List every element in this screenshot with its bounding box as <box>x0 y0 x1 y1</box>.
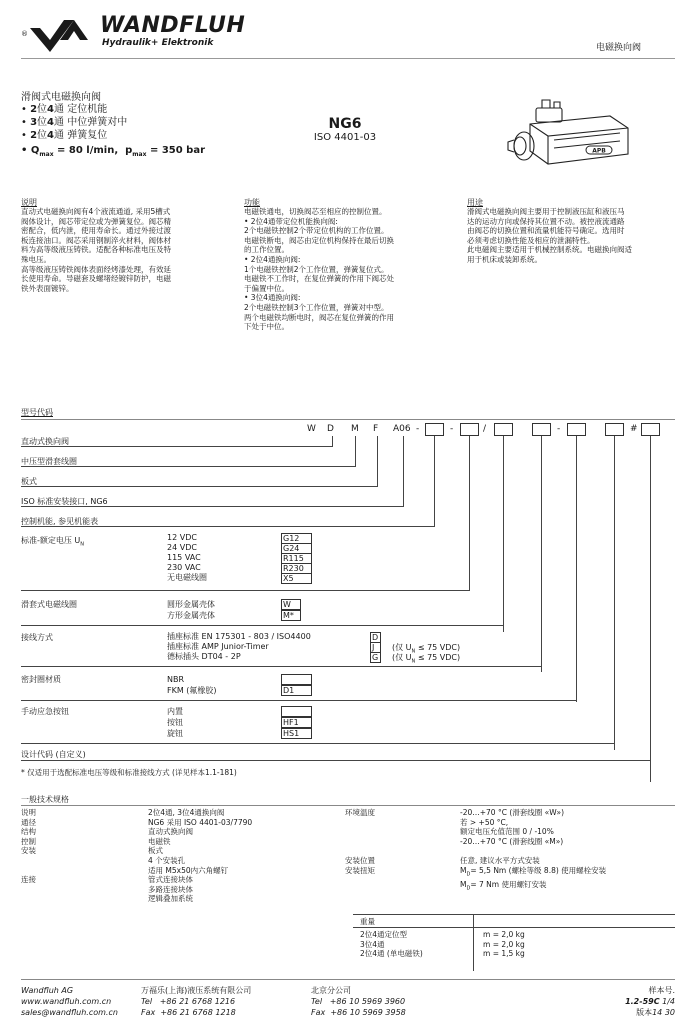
footer-company: Wandfluh AG <box>21 986 74 995</box>
footer-email[interactable]: sales@wandfluh.com.cn <box>21 1008 118 1017</box>
code-slot-connection <box>532 423 551 436</box>
leader-line <box>469 436 470 590</box>
row-direct-acting: 直动式换向阀 <box>21 437 69 446</box>
leader-line <box>650 436 651 782</box>
nominal-size: NG6 <box>328 116 362 132</box>
ambient-temp-label: 环境温度 <box>345 808 375 817</box>
code-slot-voltage <box>460 423 479 436</box>
code-slot-function <box>425 423 444 436</box>
footer-shanghai: 万福乐(上海)液压系统有限公司 Tel +86 21 6768 1216 Fax +86 21 6768 1218 <box>141 986 252 1017</box>
application-text: 滑阀式电磁换向阀主要用于控制液压缸和液压马 达的运动方向或保持其位置不动。被控液流通路 由阀芯的切换位置和流量机能符号确定。选用时 必须考虑切换性能及相应的泄漏特性。 此电磁阀主要适用于机械控制系统。电磁换向阀适 用于机床或装卸系统。 <box>467 207 632 264</box>
leader-line <box>614 436 615 750</box>
product-title: 滑阀式电磁换向阀 <box>21 92 101 103</box>
code-letter-d: D <box>327 424 334 434</box>
header-divider <box>21 58 675 59</box>
note-j: (仅 $U_N \le 75$ VDC) <box>392 643 461 655</box>
install-position-value: 任意, 建议水平方式安装 <box>460 856 540 865</box>
row-divider <box>21 486 378 487</box>
footer-contact <box>21 985 118 1018</box>
row-divider <box>21 625 504 626</box>
code-slot-seal <box>567 423 586 436</box>
row-divider <box>21 666 542 667</box>
valve-label: APB <box>592 147 606 155</box>
seal-label: 密封圈材质 <box>21 675 61 684</box>
code-letter-a06: A06 <box>393 424 411 434</box>
coil-label: 滑套式电磁线圈 <box>21 600 77 609</box>
leader-line <box>503 436 504 632</box>
footer-divider <box>21 979 675 980</box>
specs-title: 一般技术规格 <box>21 795 69 804</box>
leader-line <box>377 436 378 486</box>
type-code-footnote: * 仅适用于选配标准电压等级和标准接线方式 (详见样本1.1-181) <box>21 768 237 777</box>
code-g: G <box>370 652 381 663</box>
coil-list: 圆形金属壳体 方形金属壳体 <box>167 600 215 620</box>
category-title: 电磁换向阀 <box>596 43 642 53</box>
brand-name: WANDFLUH <box>100 13 246 38</box>
code-g12: G12 <box>281 533 312 544</box>
connection-label: 接线方式 <box>21 633 53 642</box>
row-divider <box>21 466 356 467</box>
row-plate: 板式 <box>21 477 37 486</box>
design-code-label: 设计代码 (自定义) <box>21 750 86 759</box>
code-slash: / <box>483 424 487 434</box>
description-text: 直动式电磁换向阀有4个液流通道, 采用5槽式 阀体设计，阀芯带定位或为弹簧复位。阀芯精 密配合，低内泄，使用寿命长。通过外接过渡 板连接油口。阀芯采用钢制淬火材料，阀体材 料为高等级液压铸铁。适配各种标准电压及特 殊电压。 高等级液压铸铁阀体表面经烤漆处理，有效延 长使用寿命。导磁套及螺堵经镀锌防护，电磁 铁外表面镀锌。 <box>21 207 171 293</box>
leader-line <box>355 436 356 466</box>
weight-keys: 2位4通定位型 3位4通 2位4通 (单电磁铁) <box>360 930 423 959</box>
torque-values: $M_D= 5,5$ Nm (螺栓等级 8.8) 使用螺栓安装 $M_D= 7$ Nm 使用螺钉安装 <box>460 866 607 892</box>
row-divider <box>21 446 333 447</box>
row-iso-interface: ISO 标准安装接口, NG6 <box>21 497 108 506</box>
application-title: 用途 <box>467 198 483 207</box>
code-w: W <box>281 599 301 610</box>
code-slot-design <box>641 423 660 436</box>
weight-table-header-line <box>353 927 675 928</box>
bullet-3: • 2位4通 弹簧复位 <box>21 130 108 141</box>
row-coil-type: 中压型滑套线圈 <box>21 457 77 466</box>
bullet-flow-pressure: • $Q_{max} = 80$ l/min, $p_{max} = 350$ bar <box>21 145 206 158</box>
manual-label: 手动应急按钮 <box>21 707 69 716</box>
row-divider <box>21 590 470 591</box>
wandfluh-logo-icon <box>30 14 102 54</box>
code-dash-1: - <box>416 424 420 434</box>
code-hf1: HF1 <box>281 717 312 728</box>
row-divider <box>21 700 577 701</box>
leader-line <box>403 436 404 506</box>
voltage-label: 标准-额定电压 $U_N$ <box>21 536 85 548</box>
code-letter-m: M <box>351 424 359 434</box>
code-j: J <box>370 642 381 653</box>
row-control-function: 控制机能, 参见机能表 <box>21 517 99 526</box>
leader-line <box>576 436 577 702</box>
leader-line <box>332 436 333 446</box>
code-letter-w: W <box>307 424 316 434</box>
function-text: 电磁铁通电，切换阀芯至相应的控制位置。 • 2位4通带定位机能换向阀: 2个电磁铁控制2个带定位机构的工作位置。 电磁铁断电，阀芯由定位机构保持在最后切换 的工作位置。 • 2位4通换向阀: 1个电磁铁控制2个工作位置，弹簧复位式。 电磁铁不工作时，在复位弹簧的作用下阀芯处 于偏置中位。 • 3位4通换向阀: 2个电磁铁控制3个工作位置，弹簧对中型。 两个电磁铁均断电时，阀芯在复位弹簧的作用 下处于中位。 <box>244 207 394 332</box>
type-code-top-divider <box>21 419 675 420</box>
row-divider <box>21 760 651 761</box>
code-hash: # <box>630 424 638 434</box>
weight-title: 重量 <box>360 917 375 926</box>
code-x5: X5 <box>281 573 312 584</box>
manual-list: 内置 按钮 旋钮 <box>167 707 183 738</box>
footer-beijing: 北京分公司 Tel +86 10 5969 3960 Fax +86 10 5969 3958 <box>311 986 406 1017</box>
install-position-label: 安装位置 <box>345 856 375 865</box>
specs-left-values: 2位4通, 3位4通换向阀 NG6 采用 ISO 4401-03/7790 直动式换向阀 电磁铁 板式 4 个安装孔 适用 M5x50内六角螺钉 管式连接块体 多路连接块体 逻辑叠加系统 <box>148 808 253 904</box>
footer-website[interactable]: www.wandfluh.com.cn <box>21 997 112 1006</box>
code-nbr-blank <box>281 674 312 685</box>
weight-table <box>353 914 675 971</box>
code-r115: R115 <box>281 553 312 564</box>
row-divider <box>21 506 404 507</box>
leader-line <box>434 436 435 526</box>
torque-label: 安装扭矩 <box>345 866 375 875</box>
row-divider <box>21 743 615 744</box>
iso-standard: ISO 4401-03 <box>313 132 377 143</box>
voltage-list: 12 VDC 24 VDC 115 VAC 230 VAC 无电磁线圈 <box>167 533 207 582</box>
specs-divider <box>21 805 675 806</box>
code-d: D <box>370 632 381 643</box>
code-slot-manual <box>605 423 624 436</box>
code-r230: R230 <box>281 563 312 574</box>
code-d1: D1 <box>281 685 312 696</box>
bullet-2: • 3位4通 中位弹簧对中 <box>21 117 128 128</box>
seal-list: NBR FKM (氟橡胶) <box>167 675 217 695</box>
specs-left-keys: 说明 通径 结构 控制 安装 连接 <box>21 808 36 885</box>
code-m-star: M* <box>281 610 301 621</box>
code-dash-2: - <box>450 424 454 434</box>
function-title: 功能 <box>244 198 260 207</box>
code-builtin-blank <box>281 706 312 717</box>
connection-list: 插座标准 EN 175301 - 803 / ISO4400 插座标准 AMP Junior-Timer 德标插头 DT04 - 2P <box>167 632 311 661</box>
registered-mark: ® <box>21 30 28 38</box>
type-code-title: 型号代码 <box>21 408 53 417</box>
description-title: 说明 <box>21 198 37 207</box>
code-hs1: HS1 <box>281 728 312 739</box>
code-dash-3: - <box>557 424 561 434</box>
weight-table-divider <box>473 915 474 971</box>
weight-values: m = 2,0 kg m = 2,0 kg m = 1,5 kg <box>483 930 525 959</box>
code-letter-f: F <box>373 424 379 434</box>
row-divider <box>21 526 435 527</box>
bullet-1: • 2位4通 定位机能 <box>21 104 108 115</box>
code-g24: G24 <box>281 543 312 554</box>
brand-subtitle: Hydraulik+ Elektronik <box>102 38 214 48</box>
footer-sample: 样本号. 1.2-59C 1/4 版本14 30 <box>625 986 675 1017</box>
leader-line <box>541 436 542 672</box>
ambient-temp-values: -20…+70 °C (滑套线圈 «W») 若 > +50 °C, 额定电压允值范围 0 / -10% -20…+70 °C (滑套线圈 «M») <box>460 808 565 846</box>
note-g: (仅 $U_N \le 75$ VDC) <box>392 653 461 665</box>
code-slot-coil <box>494 423 513 436</box>
valve-image <box>490 96 640 176</box>
